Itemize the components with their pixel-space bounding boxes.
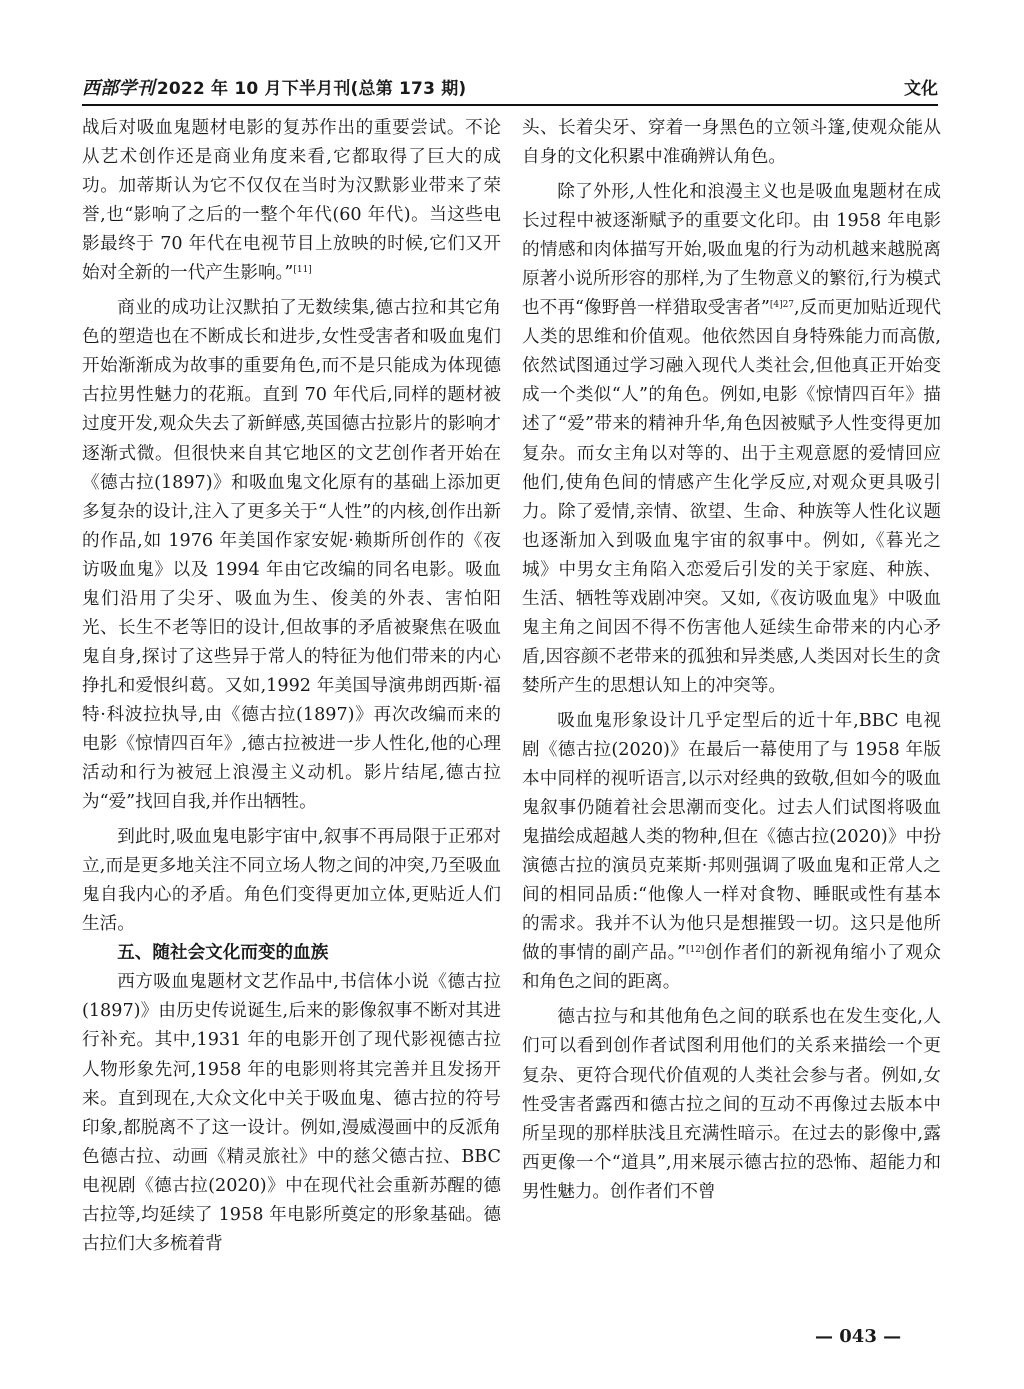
paragraph-text: 创作者们的新视角缩小了观众和角色之间的距离。 (522, 943, 941, 993)
paragraph (522, 178, 941, 701)
running-header (82, 72, 938, 102)
section-heading: 五、随社会文化而变的血族 (117, 943, 329, 964)
paragraph-text: 德古拉与和其他角色之间的联系也在发生变化,人们可以看到创作者试图利用他们的关系来描绘一个更复杂、更符合现代价值观的人类社会参与者。例如,女性受害者露西和德古拉之间的互动不再像过去版本中所呈现的那样肤浅且充满性暗示。在过去的影像中,露西更像一个“道具”,用来展示德古拉的恐怖、超能力和男性魅力。创作者们不曾 (522, 1007, 941, 1202)
paragraph (82, 823, 501, 939)
citation: [12] (685, 945, 705, 956)
paragraph-text: 头、长着尖牙、穿着一身黑色的立领斗篷,使观众能从自身的文化积累中准确辨认角色。 (522, 118, 941, 168)
paragraph-text: ,反而更加贴近现代人类的思维和价值观。他依然因自身特殊能力而高傲,依然试图通过学习融入现代人类社会,但他真正开始变成一个类似“人”的角色。例如,电影《惊情四百年》描述了“爱”带来的精神升华,角色因被赋予人性变得更加复杂。而女主角以对等的、出于主观意愿的爱情回应他们,使角色间的情感产生化学反应,对观众更具吸引力。除了爱情,亲情、欲望、生命、种族等人性化议题也逐渐加入到吸血鬼宇宙的叙事中。例如,《暮光之城》中男女主角陷入恋爱后引发的关于家庭、种族、生活、牺牲等戏剧冲突。又如,《夜访吸血鬼》中吸血鬼主角之间因不得不伤害他人延续生命带来的内心矛盾,因容颜不老带来的孤独和异类感,人类因对长生的贪婪所产生的思想认知上的冲突等。 (522, 298, 942, 696)
journal-masthead: 西部学刊 (82, 78, 155, 99)
paragraph (82, 968, 501, 1258)
left-column (82, 114, 501, 1259)
right-column (522, 114, 941, 1207)
page-number: — 043 — (815, 1326, 902, 1347)
paragraph (82, 294, 501, 817)
paragraph-text: 西方吸血鬼题材文艺作品中,书信体小说《德古拉(1897)》由历史传说诞生,后来的影像叙事不断对其进行补充。其中,1931 年的电影开创了现代影视德古拉人物形象先河,1958 年的电影则将其完善并且发扬开来。直到现在,大众文化中关于吸血鬼、德古拉的符号印象,都脱离不了这一设计。例如,漫威漫画中的反派角色德古拉、动画《精灵旅社》中的慈父德古拉、BBC 电视剧《德古拉(2020)》中在现代社会重新苏醒的德古拉等,均延续了 1958 年电影所奠定的形象基础。德古拉们大多梳着背 (82, 972, 501, 1254)
citation: [11] (293, 265, 312, 276)
journal-info (82, 74, 466, 100)
paragraph-text: 到此时,吸血鬼电影宇宙中,叙事不再局限于正邪对立,而是更多地关注不同立场人物之间的冲突,乃至吸血鬼自我内心的矛盾。角色们变得更加立体,更贴近人们生活。 (82, 827, 501, 935)
paragraph-text: 除了外形,人性化和浪漫主义也是吸血鬼题材在成长过程中被逐渐赋予的重要文化印。由 1958 年电影的情感和肉体描写开始,吸血鬼的行为动机越来越脱离原著小说所形容的那样,为了生物意义的繁衍,行为模式也不再“像野兽一样猎取受害者” (522, 182, 941, 319)
paragraph-text: 商业的成功让汉默拍了无数续集,德古拉和其它角色的塑造也在不断成长和进步,女性受害者和吸血鬼们开始渐渐成为故事的重要角色,而不是只能成为体现德古拉男性魅力的花瓶。直到 70 年代后,同样的题材被过度开发,观众失去了新鲜感,英国德古拉影片的影响才逐渐式微。但很快来自其它地区的文艺创作者开始在《德古拉(1897)》和吸血鬼文化原有的基础上添加更多复杂的设计,注入了更多关于“人性”的内核,创作出新的作品,如 1976 年美国作家安妮·赖斯所创作的《夜访吸血鬼》以及 1994 年由它改编的同名电影。吸血鬼们沿用了尖牙、吸血为生、俊美的外表、害怕阳光、长生不老等旧的设计,但故事的矛盾被聚焦在吸血鬼自身,探讨了这些异于常人的特征为他们带来的内心挣扎和爱恨纠葛。又如,1992 年美国导演弗朗西斯·福特·科波拉执导,由《德古拉(1897)》再次改编而来的电影《惊情四百年》,德古拉被进一步人性化,他的心理活动和行为被冠上浪漫主义动机。影片结尾,德古拉为“爱”找回自我,并作出牺牲。 (82, 298, 501, 813)
citation: [4]27 (769, 300, 795, 311)
issue-info: 2022 年 10 月下半月刊(总第 173 期) (156, 79, 467, 99)
paragraph-text: 吸血鬼形象设计几乎定型后的近十年,BBC 电视剧《德古拉(2020)》在最后一幕使用了与 1958 年版本中同样的视听语言,以示对经典的致敬,但如今的吸血鬼叙事仍随着社会思潮而变化。过去人们试图将吸血鬼描绘成超越人类的物种,但在《德古拉(2020)》中扮演德古拉的演员克莱斯·邦则强调了吸血鬼和正常人之间的相同品质:“他像人一样对食物、睡眠或性有基本的需求。我并不认为他只是想摧毁一切。这只是他所做的事情的副产品。” (522, 710, 941, 964)
paragraph-text: 战后对吸血鬼题材电影的复苏作出的重要尝试。不论从艺术创作还是商业角度来看,它都取得了巨大的成功。加蒂斯认为它不仅仅在当时为汉默影业带来了荣誉,也“影响了之后的一整个年代(60 年代)。当这些电影最终于 70 年代在电视节目上放映的时候,它们又开始对全新的一代产生影响。” (82, 118, 501, 284)
section-label: 文化 (904, 79, 938, 99)
paragraph (522, 707, 941, 997)
paragraph-continued (82, 114, 501, 288)
paragraph (522, 1003, 941, 1206)
paragraph-continued (522, 114, 941, 172)
header-rule (82, 104, 938, 106)
